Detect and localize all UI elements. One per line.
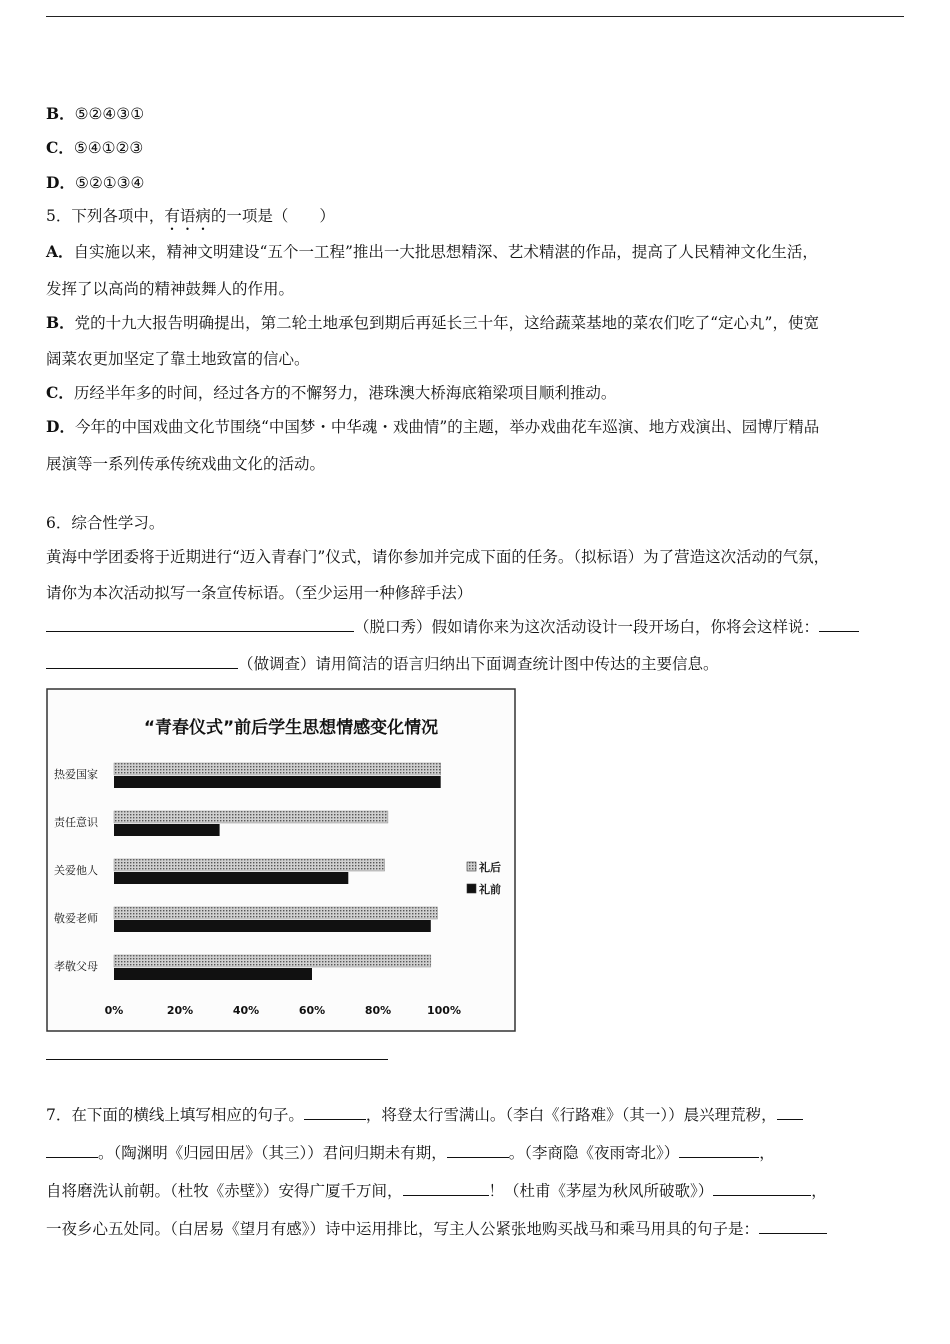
category-label: 热爱国家 xyxy=(54,768,98,781)
q7-line-2: 。（陶渊明《归园田居》（其三））君问归期未有期， 。（李商隐《夜雨寄北》） ， xyxy=(46,1141,775,1163)
x-tick-label: 80% xyxy=(364,1004,392,1017)
legend-swatch xyxy=(467,884,476,893)
legend-swatch xyxy=(467,862,476,871)
bar xyxy=(114,776,441,788)
answer-blank[interactable] xyxy=(46,654,238,669)
q5-option-a: A．自实施以来，精神文明建设“五个一工程”推出一大批思想精深、艺术精湛的作品，提高了人民精神文化生活， xyxy=(46,242,818,261)
q5-stem: 5．下列各项中，有语病的一项是（ ） xyxy=(46,207,335,225)
bar xyxy=(114,859,385,871)
bar xyxy=(114,763,441,775)
x-tick-label: 0% xyxy=(104,1004,124,1017)
q7-line-4: 一夜乡心五处同。（白居易《望月有感》）诗中运用排比，写主人公紧张地购买战马和乘马用具的句子是： xyxy=(46,1217,827,1239)
q5-option-d-cont: 展演等一系列传承传统戏曲文化的活动。 xyxy=(46,455,326,473)
chart-svg xyxy=(46,688,516,1032)
q5-option-d: D．今年的中国戏曲文化节围绕“中国梦・中华魂・戏曲情”的主题，举办戏曲花车巡演、地方戏演出、园博厅精品 xyxy=(46,417,820,436)
x-tick-label: 100% xyxy=(427,1004,461,1017)
q6-para-4: （做调查）请用简洁的语言归纳出下面调查统计图中传达的主要信息。 xyxy=(46,652,719,674)
option-d: D．⑤②①③④ xyxy=(46,173,145,192)
answer-blank[interactable] xyxy=(679,1143,759,1158)
category-label: 关爱他人 xyxy=(54,864,98,877)
x-tick-label: 40% xyxy=(232,1004,260,1017)
category-label: 孝敬父母 xyxy=(54,960,98,973)
q5-option-b: B．党的十九大报告明确提出，第二轮土地承包到期后再延长三十年，这给蔬菜基地的菜农们吃了“定心丸”，使宽 xyxy=(46,313,819,332)
answer-blank[interactable] xyxy=(777,1105,803,1120)
q5-option-a-cont: 发挥了以高尚的精神鼓舞人的作用。 xyxy=(46,280,295,298)
answer-blank[interactable] xyxy=(46,1143,98,1158)
answer-blank[interactable] xyxy=(447,1143,509,1158)
bar xyxy=(114,811,388,823)
q6-para-1: 黄海中学团委将于近期进行“迈入青春门”仪式，请你参加并完成下面的任务。（拟标语）为了营造这次活动的气氛， xyxy=(46,548,830,566)
answer-blank[interactable] xyxy=(819,617,859,632)
answer-blank[interactable] xyxy=(403,1181,489,1196)
answer-blank[interactable] xyxy=(304,1105,366,1120)
q6-para-2: 请你为本次活动拟写一条宣传标语。（至少运用一种修辞手法） xyxy=(46,584,473,602)
answer-blank[interactable] xyxy=(759,1219,827,1234)
option-b: B．⑤②④③① xyxy=(46,104,145,123)
x-tick-label: 60% xyxy=(298,1004,326,1017)
bar xyxy=(114,907,437,919)
q7-line-1: 7．在下面的横线上填写相应的句子。 ，将登太行雪满山。（李白《行路难》（其一））晨兴理荒秽， xyxy=(46,1103,803,1125)
answer-blank[interactable] xyxy=(46,617,354,632)
bar xyxy=(114,824,220,836)
x-tick-label: 20% xyxy=(166,1004,194,1017)
legend-label: 礼后 xyxy=(479,861,501,874)
category-label: 敬爱老师 xyxy=(54,912,98,925)
answer-blank[interactable] xyxy=(713,1181,811,1196)
survey-chart xyxy=(46,688,516,1032)
chart-title: “青春仪式”前后学生思想情感变化情况 xyxy=(143,718,439,738)
bar xyxy=(114,872,348,884)
bar xyxy=(114,955,431,967)
q6-title: 6．综合性学习。 xyxy=(46,514,165,532)
bar xyxy=(114,920,431,932)
header-rule xyxy=(46,16,904,17)
q7-line-3: 自将磨洗认前朝。（杜牧《赤壁》）安得广厦千万间， ！（杜甫《茅屋为秋风所破歌》） ， xyxy=(46,1182,827,1200)
legend-label: 礼前 xyxy=(479,883,501,896)
option-c: C．⑤④①②③ xyxy=(46,138,144,157)
bar xyxy=(114,968,312,980)
q5-option-b-cont: 阔菜农更加坚定了靠土地致富的信心。 xyxy=(46,350,310,368)
category-label: 责任意识 xyxy=(54,816,98,829)
q5-option-c: C．历经半年多的时间，经过各方的不懈努力，港珠澳大桥海底箱梁项目顺利推动。 xyxy=(46,383,617,402)
answer-line[interactable] xyxy=(46,1059,388,1060)
q6-para-3: （脱口秀）假如请你来为这次活动设计一段开场白，你将会这样说： xyxy=(46,615,859,637)
